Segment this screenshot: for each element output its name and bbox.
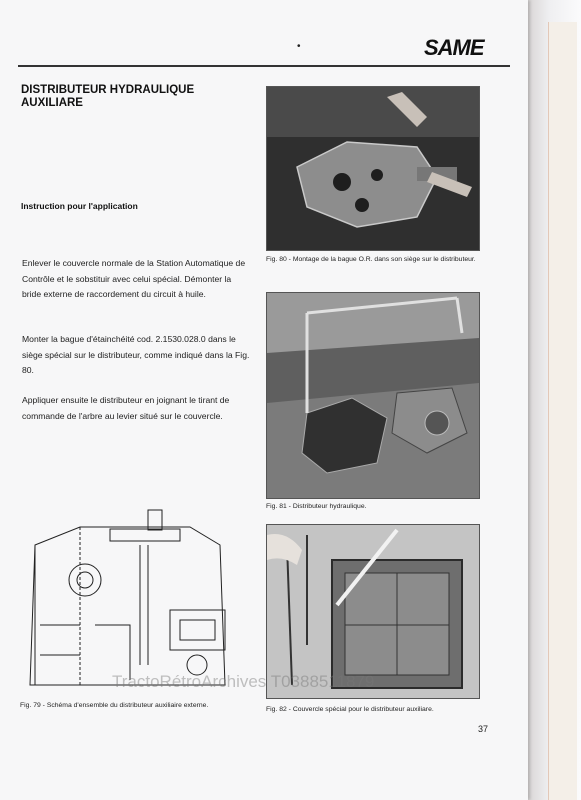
subheading: Instruction pour l'application	[21, 201, 138, 211]
figure-79-caption: Fig. 79 - Schéma d'ensemble du distributeur auxiliaire externe.	[20, 702, 209, 709]
section-title	[21, 84, 241, 110]
figure-80-caption: Fig. 80 - Montage de la bague O.R. dans son siège sur le distributeur.	[266, 256, 476, 263]
paragraph-2: Monter la bague d'étainchéité cod. 2.1530.028.0 dans le siège spécial sur le distributeur, comme indiqué dans la Fig. 80.	[22, 334, 250, 375]
header-rule	[18, 65, 510, 67]
figure-79-diagram	[20, 505, 250, 697]
section-title-line1: DISTRIBUTEUR HYDRAULIQUE	[21, 84, 195, 96]
figure-81-caption: Fig. 81 - Distributeur hydraulique.	[266, 503, 367, 510]
watermark: TractoRétroArchives T0388511879	[112, 672, 375, 691]
page-number: 37	[478, 724, 489, 734]
page-edge-strip	[548, 22, 577, 800]
paragraph-3: Appliquer ensuite le distributeur en joignant le tirant de commande de l'arbre au levier situé sur le couvercle.	[22, 395, 230, 421]
figure-80-photo	[266, 86, 480, 251]
figure-82-caption: Fig. 82 - Couvercle spécial pour le distributeur auxiliare.	[266, 706, 434, 713]
top-marker: •	[297, 41, 301, 52]
paragraph-1: Enlever le couvercle normale de la Station Automatique de Contrôle et le sobstituir avec celui spécial. Démonter la bride externe de raccordement du circuit à huile.	[22, 258, 246, 299]
brand-logo: SAME	[424, 35, 484, 60]
figure-81-photo	[266, 292, 480, 499]
section-title-line2: AUXILIARE	[21, 97, 83, 109]
